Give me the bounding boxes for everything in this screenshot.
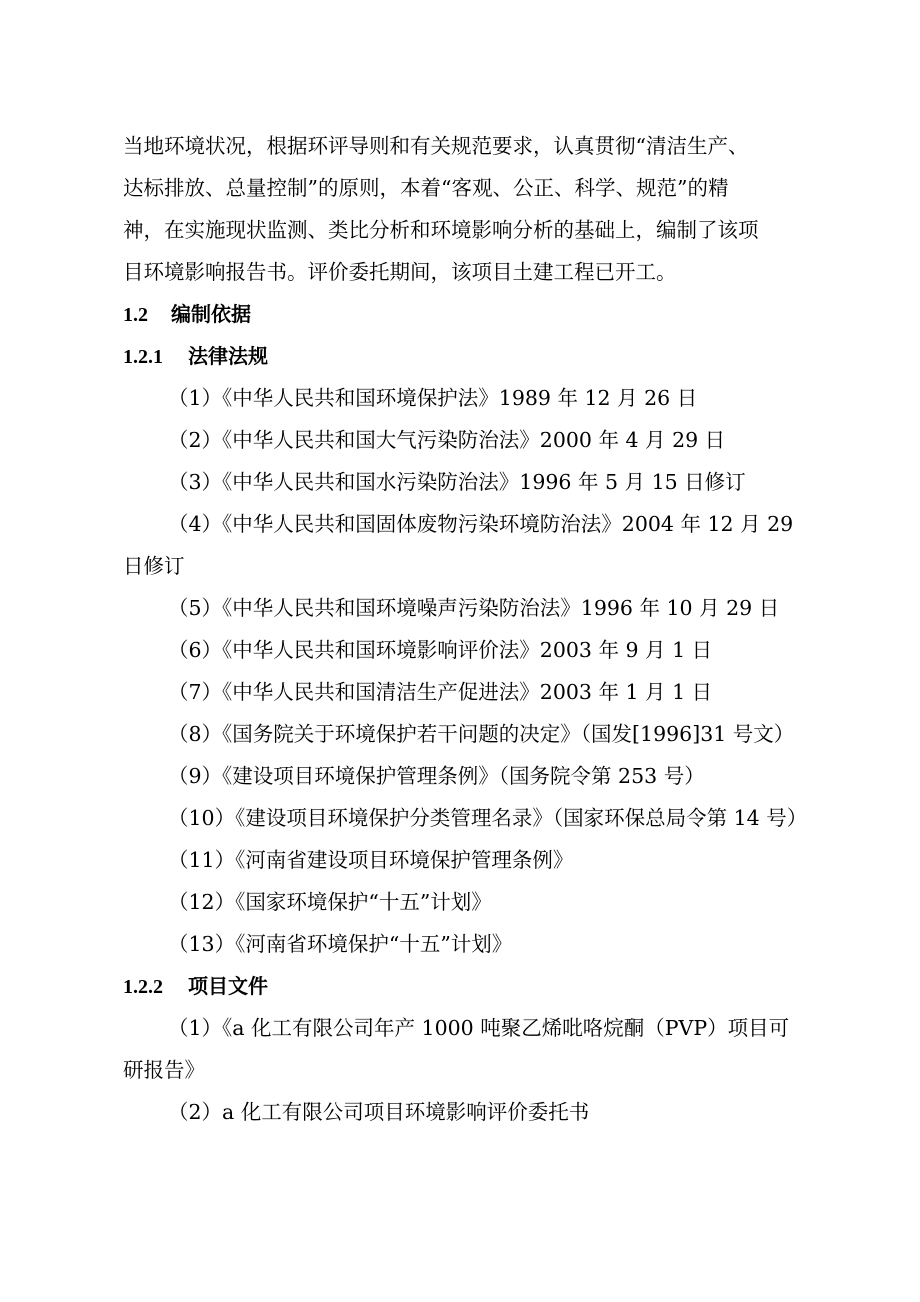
law-item-4-continued: 日修订	[123, 554, 185, 578]
law-item-1: （1）《中华人民共和国环境保护法》1989 年 12 月 26 日	[168, 386, 698, 410]
law-item-9: （9）《建设项目环境保护管理条例》（国务院令第 253 号）	[168, 764, 705, 788]
project-file-item-1: （1）《a 化工有限公司年产 1000 吨聚乙烯吡咯烷酮（PVP）项目可	[168, 1016, 790, 1040]
project-file-item-1-continued: 研报告》	[123, 1058, 205, 1082]
section-heading-1-2	[123, 301, 251, 328]
law-item-4: （4）《中华人民共和国固体废物污染环境防治法》2004 年 12 月 29	[168, 512, 794, 536]
law-item-3: （3）《中华人民共和国水污染防治法》1996 年 5 月 15 日修订	[168, 470, 746, 494]
law-item-6: （6）《中华人民共和国环境影响评价法》2003 年 9 月 1 日	[168, 638, 713, 662]
intro-line-1: 当地环境状况，根据环评导则和有关规范要求，认真贯彻“清洁生产、	[123, 134, 749, 158]
law-item-10: （10）《建设项目环境保护分类管理名录》（国家环保总局令第 14 号）	[168, 806, 808, 830]
law-item-5: （5）《中华人民共和国环境噪声污染防治法》1996 年 10 月 29 日	[168, 596, 780, 620]
section-title: 编制依据	[171, 302, 251, 326]
intro-line-2: 达标排放、总量控制”的原则，本着“客观、公正、科学、规范”的精	[123, 176, 729, 200]
law-item-13: （13）《河南省环境保护“十五”计划》	[168, 932, 513, 956]
section-title: 法律法规	[188, 344, 268, 368]
section-heading-1-2-2	[123, 973, 268, 1000]
project-file-item-2: （2）a 化工有限公司项目环境影响评价委托书	[168, 1100, 590, 1124]
section-number: 1.2.2	[123, 976, 163, 998]
law-item-8: （8）《国务院关于环境保护若干问题的决定》（国发[1996]31 号文）	[168, 722, 795, 746]
section-number: 1.2.1	[123, 346, 163, 368]
intro-line-3: 神，在实施现状监测、类比分析和环境影响分析的基础上，编制了该项	[123, 218, 759, 242]
section-heading-1-2-1	[123, 343, 268, 370]
law-item-7: （7）《中华人民共和国清洁生产促进法》2003 年 1 月 1 日	[168, 680, 713, 704]
law-item-12: （12）《国家环境保护“十五”计划》	[168, 890, 492, 914]
law-item-2: （2）《中华人民共和国大气污染防治法》2000 年 4 月 29 日	[168, 428, 726, 452]
intro-line-4: 目环境影响报告书。评价委托期间，该项目土建工程已开工。	[123, 260, 677, 284]
law-item-11: （11）《河南省建设项目环境保护管理条例》	[168, 848, 574, 872]
section-number: 1.2	[123, 304, 148, 326]
section-title: 项目文件	[188, 974, 268, 998]
